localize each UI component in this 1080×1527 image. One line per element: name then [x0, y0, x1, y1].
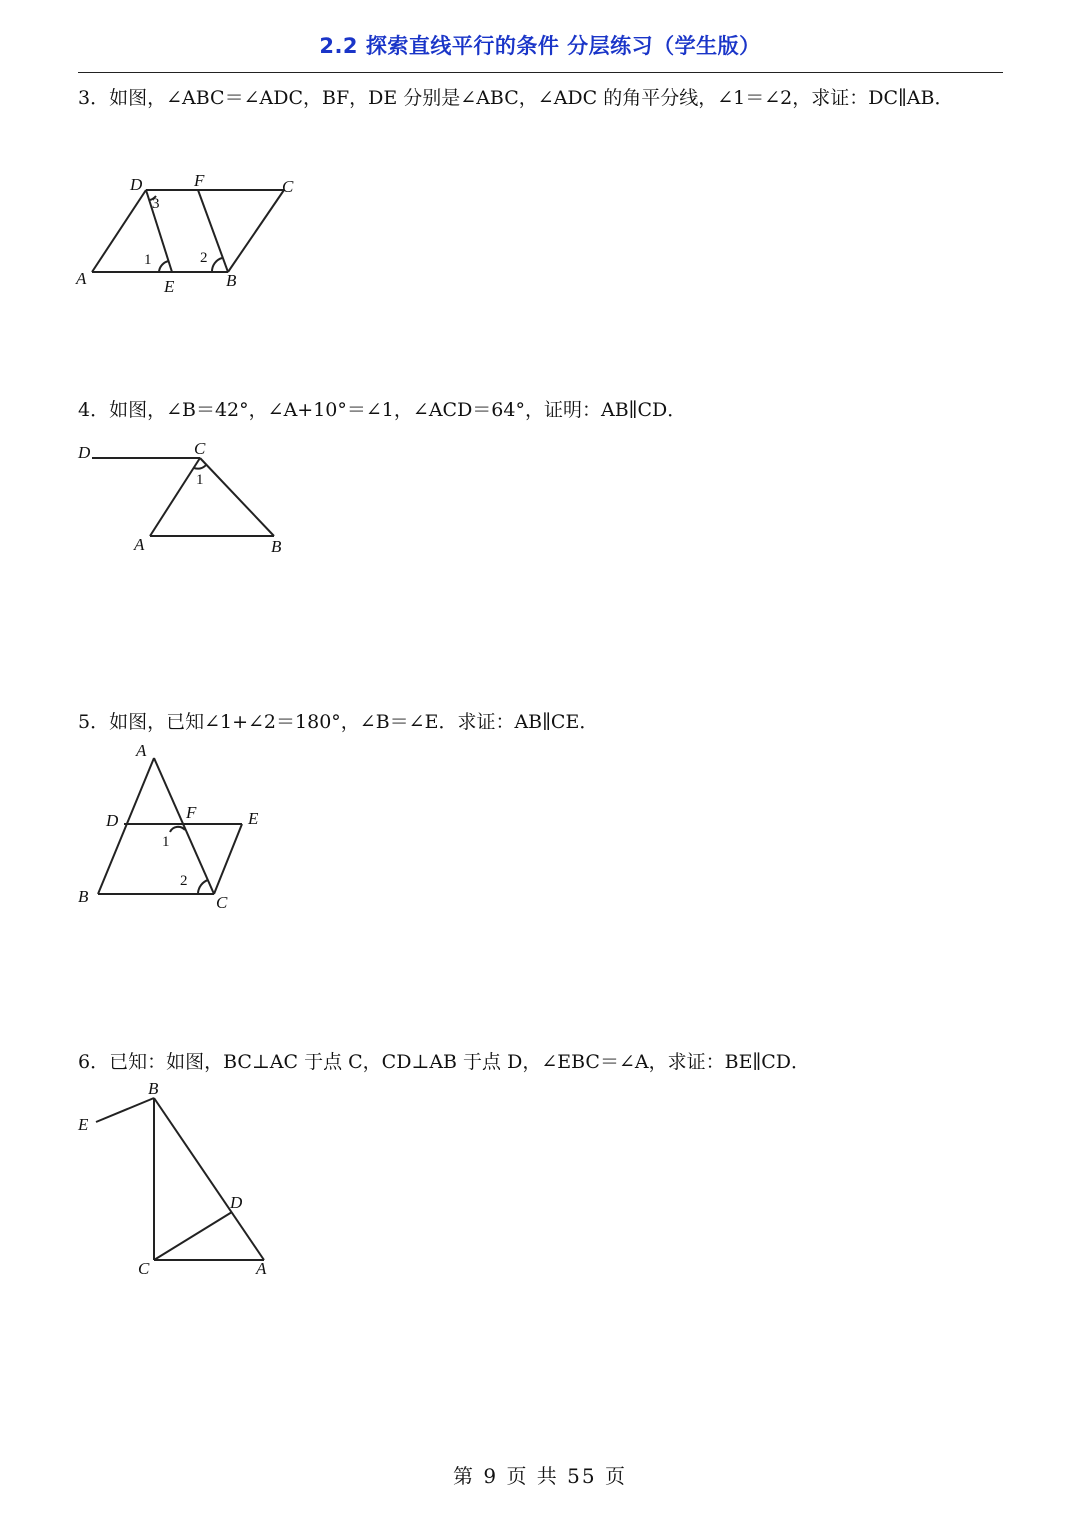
label-A: A: [134, 535, 145, 554]
label-A: A: [136, 741, 147, 760]
problem-3-figure: [74, 168, 314, 302]
angle-label-2: 2: [180, 873, 188, 889]
problem-4-figure: [74, 438, 304, 567]
segment-AD: [92, 190, 146, 272]
label-F: F: [194, 171, 205, 190]
label-D: D: [106, 811, 119, 830]
label-F: F: [186, 803, 197, 822]
problem-6-text: 6．已知：如图，BC⊥AC 于点 C，CD⊥AB 于点 D，∠EBC＝∠A，求证：BE∥CD．: [78, 1051, 810, 1073]
label-E: E: [248, 809, 259, 828]
segment-CA: [150, 458, 200, 536]
segment-CB: [200, 458, 274, 536]
header-divider: [78, 72, 1003, 73]
angle-2-arc: [198, 880, 208, 893]
segment-BA: [154, 1098, 264, 1260]
angle-1-arc: [170, 827, 185, 832]
label-C: C: [216, 893, 228, 912]
problem-5-figure: [74, 740, 274, 919]
label-C: C: [282, 177, 294, 196]
label-C: C: [138, 1259, 150, 1278]
segment-EC: [214, 824, 242, 894]
label-B: B: [148, 1079, 159, 1098]
label-E: E: [78, 1115, 89, 1134]
angle-label-2: 2: [200, 250, 208, 266]
label-D: D: [230, 1193, 243, 1212]
label-E: E: [164, 277, 175, 296]
segment-CD: [154, 1212, 232, 1260]
label-A: A: [256, 1259, 267, 1278]
page-footer: 第 9 页 共 55 页: [453, 1464, 627, 1488]
label-C: C: [194, 439, 206, 458]
segment-BC: [228, 190, 284, 272]
label-D: D: [130, 175, 143, 194]
label-B: B: [226, 271, 237, 290]
label-A: A: [76, 269, 87, 288]
problem-6-figure: [74, 1078, 294, 1292]
problem-3-text: 3．如图，∠ABC＝∠ADC，BF，DE 分别是∠ABC，∠ADC 的角平分线，∠1＝∠2，求证：DC∥AB．: [78, 87, 954, 109]
angle-label-1: 1: [196, 472, 204, 488]
problem-4-text: 4．如图，∠B＝42°，∠A+10°＝∠1，∠ACD＝64°，证明：AB∥CD．: [78, 399, 687, 421]
problem-5-text: 5．如图，已知∠1+∠2＝180°，∠B＝∠E．求证：AB∥CE．: [78, 711, 599, 733]
angle-label-1: 1: [162, 834, 170, 850]
segment-EB: [96, 1098, 154, 1122]
label-B: B: [271, 537, 282, 556]
angle-2-arc: [212, 258, 222, 272]
page-header-title: 2.2 探索直线平行的条件 分层练习（学生版）: [319, 34, 761, 58]
angle-label-3: 3: [152, 196, 160, 212]
angle-label-1: 1: [144, 252, 152, 268]
angle-1-arc: [159, 261, 169, 272]
label-B: B: [78, 887, 89, 906]
label-D: D: [78, 443, 91, 462]
